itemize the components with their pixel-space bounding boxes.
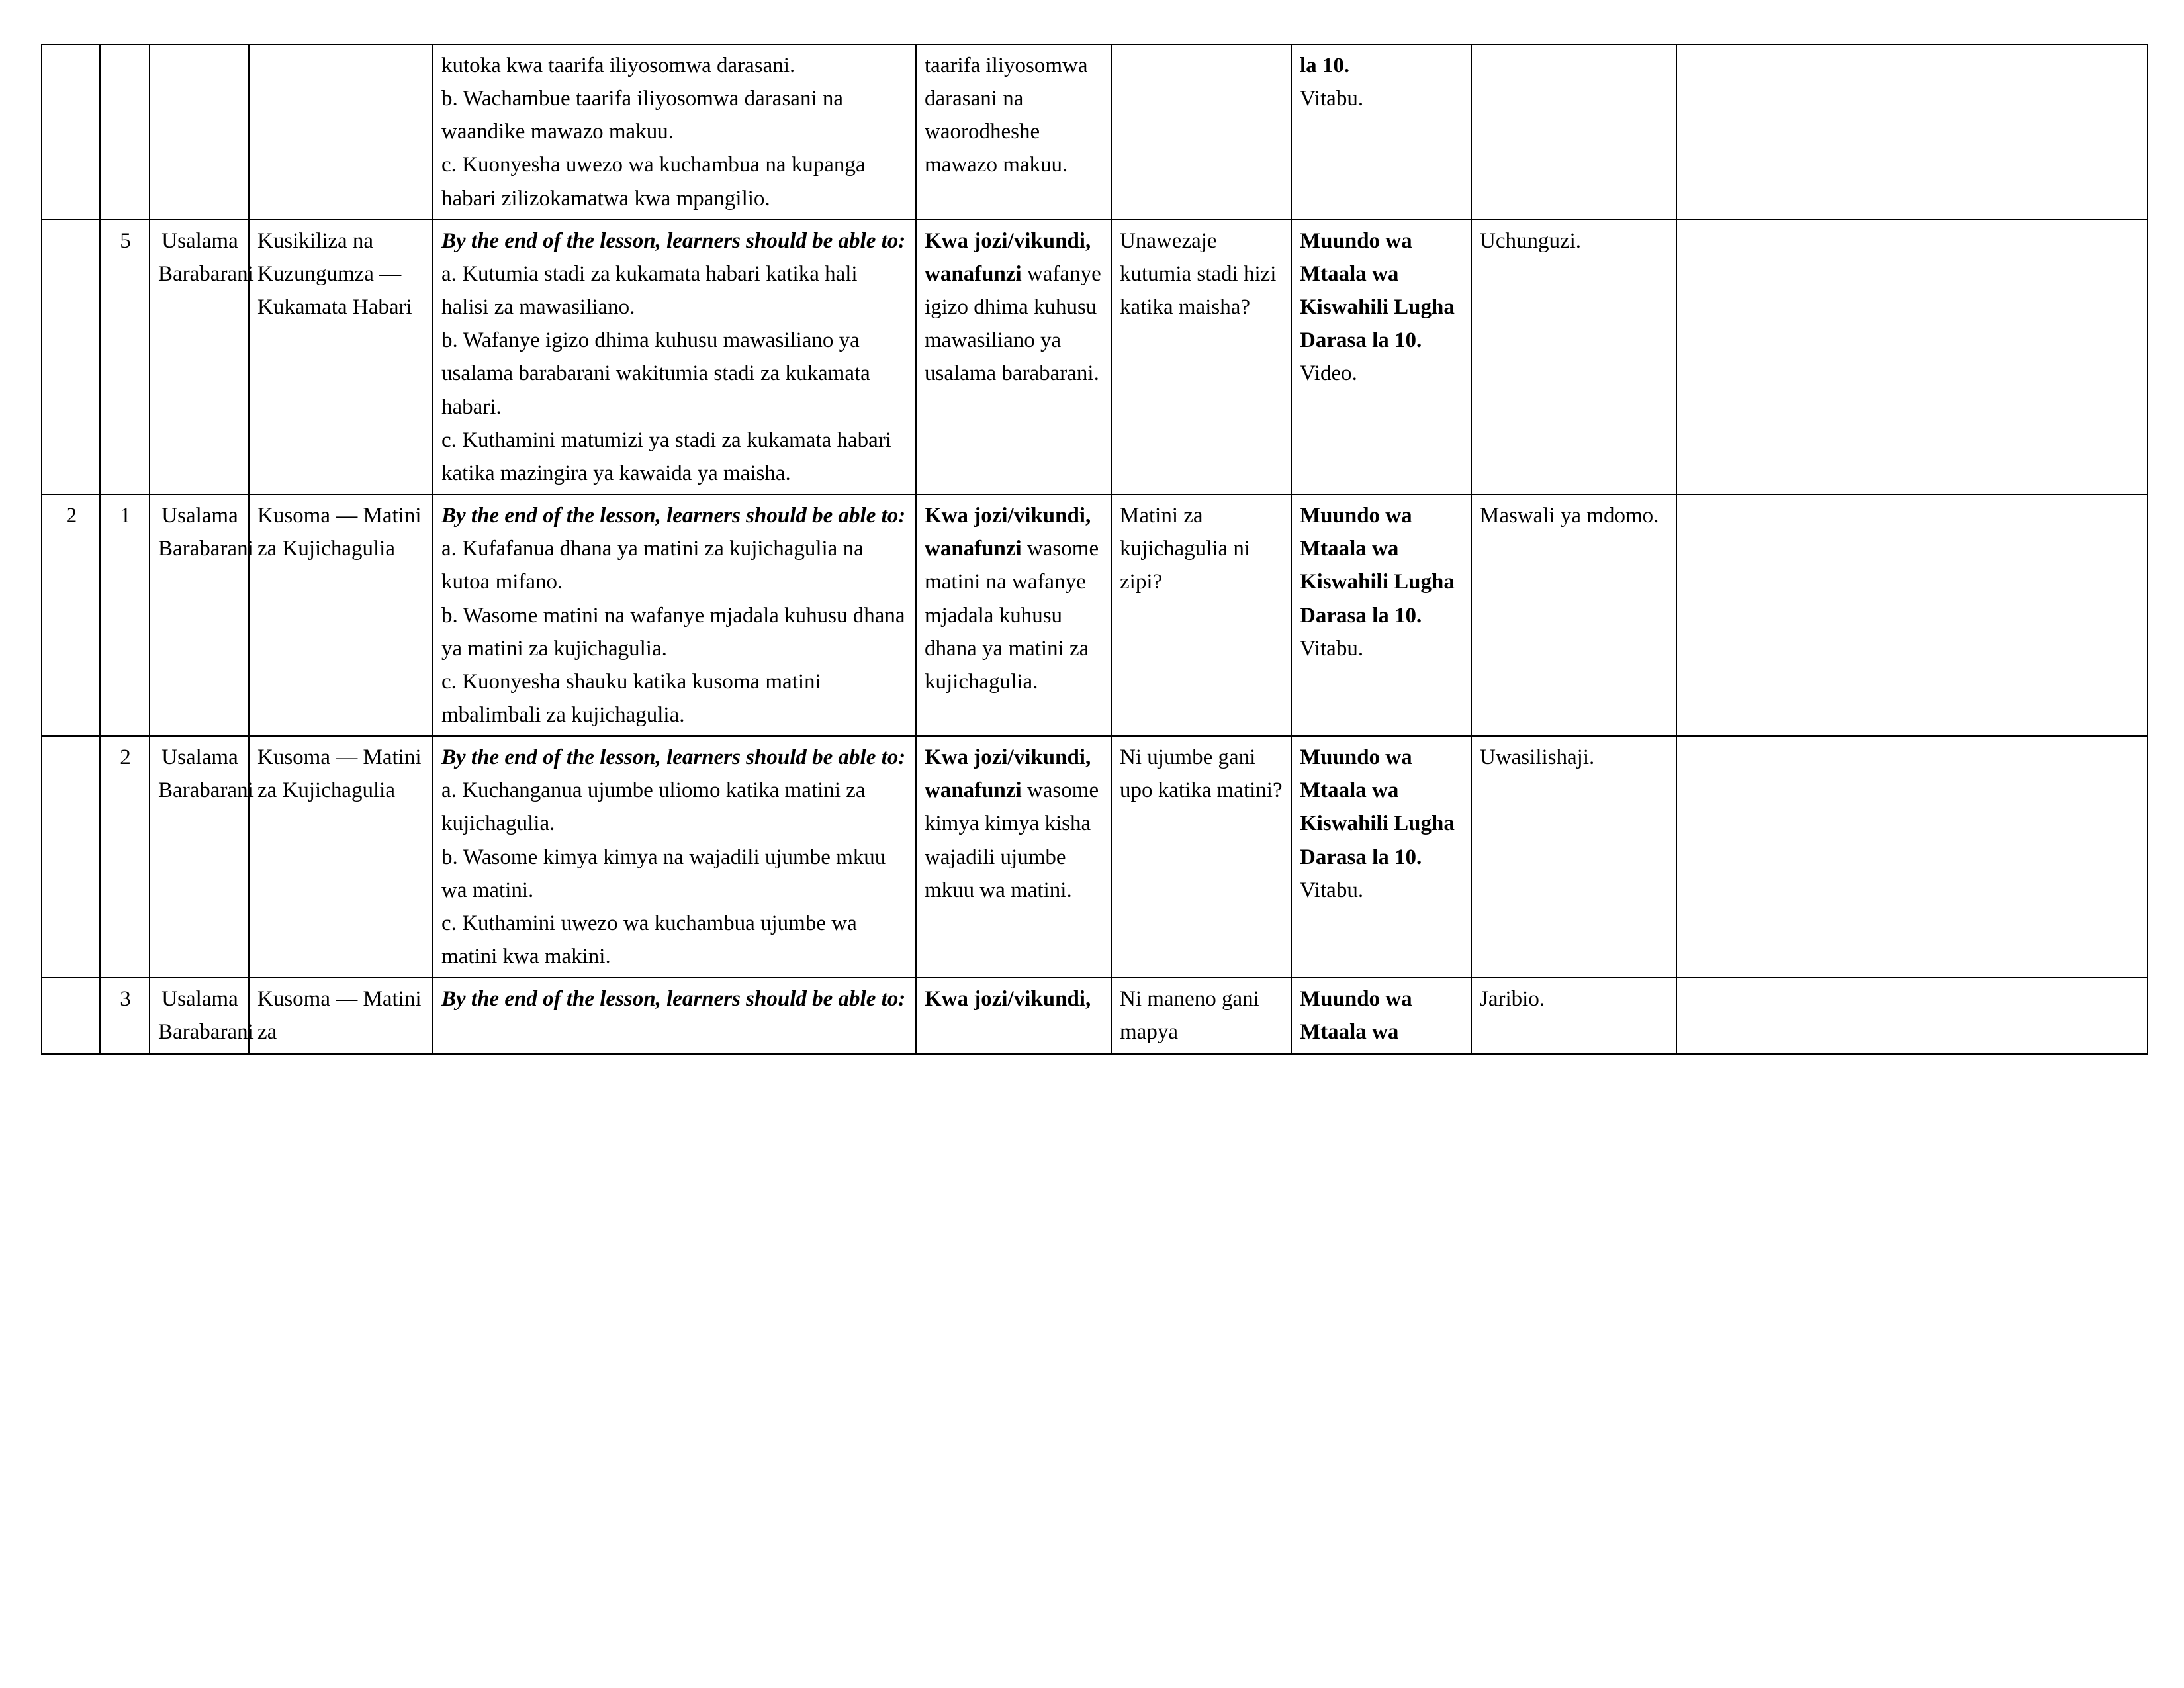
cell-inquiry-question: Ni maneno gani mapya [1111, 978, 1291, 1053]
table-row [42, 978, 2148, 1053]
cell-assessment: Maswali ya mdomo. [1471, 494, 1676, 736]
resource-extra: Vitabu. [1300, 87, 1364, 111]
outcome-a: kutoka kwa taarifa iliyosomwa darasani. [441, 54, 796, 77]
learning-lead: Kwa jozi/vikundi, wanafunzi [925, 745, 1091, 803]
cell-assessment: Jaribio. [1471, 978, 1676, 1053]
cell-lesson [100, 44, 150, 220]
resource-title: Muundo wa Mtaala wa Kiswahili Lugha Darasa la 10. [1300, 504, 1455, 628]
cell-lesson: 3 [100, 978, 150, 1053]
cell-strand [150, 44, 249, 220]
cell-week: 2 [42, 494, 100, 736]
cell-week [42, 220, 100, 494]
cell-reflection [1676, 978, 2148, 1053]
cell-learning-experiences [916, 220, 1111, 494]
outcomes-heading: By the end of the lesson, learners should be able to: [441, 228, 906, 253]
table-row [42, 220, 2148, 494]
cell-assessment: Uwasilishaji. [1471, 736, 1676, 978]
cell-learning-outcomes [433, 978, 916, 1053]
cell-learning-outcomes [433, 220, 916, 494]
cell-learning-experiences [916, 978, 1111, 1053]
cell-inquiry-question: Unawezaje kutumia stadi hizi katika maisha? [1111, 220, 1291, 494]
cell-learning-experiences [916, 44, 1111, 220]
learning-rest: wasome kimya kimya kisha wajadili ujumbe mkuu wa matini. [925, 778, 1099, 902]
learning-rest: wafanye igizo dhima kuhusu mawasiliano ya usalama barabarani. [925, 261, 1101, 386]
cell-reflection [1676, 220, 2148, 494]
outcome-b: b. Wachambue taarifa iliyosomwa darasani na waandike mawazo makuu. [441, 87, 844, 144]
cell-lesson: 2 [100, 736, 150, 978]
learning-rest: taarifa iliyosomwa darasani na waorodheshe mawazo makuu. [925, 54, 1088, 177]
outcome-b: b. Wasome kimya kimya na wajadili ujumbe mkuu wa matini. [441, 845, 886, 902]
cell-learning-resources [1291, 44, 1471, 220]
cell-lesson: 1 [100, 494, 150, 736]
learning-lead: Kwa jozi/vikundi, wanafunzi [925, 228, 1091, 286]
outcome-c: c. Kuonyesha shauku katika kusoma matini mbalimbali za kujichagulia. [441, 669, 821, 727]
table-row [42, 44, 2148, 220]
resource-title: la 10. [1300, 54, 1350, 77]
table-row [42, 494, 2148, 736]
cell-week [42, 44, 100, 220]
resource-extra: Vitabu. [1300, 636, 1364, 661]
outcomes-heading: By the end of the lesson, learners should be able to: [441, 987, 906, 1011]
outcomes-heading: By the end of the lesson, learners should be able to: [441, 504, 906, 528]
cell-substrand: Kusikiliza na Kuzungumza — Kukamata Habari [249, 220, 433, 494]
cell-strand: Usalama Barabarani [150, 220, 249, 494]
outcome-a: a. Kutumia stadi za kukamata habari katika hali halisi za mawasiliano. [441, 261, 858, 320]
resource-extra: Video. [1300, 361, 1357, 386]
resource-extra: Vitabu. [1300, 878, 1364, 902]
resource-title: Muundo wa Mtaala wa Kiswahili Lugha Darasa la 10. [1300, 228, 1455, 353]
cell-reflection [1676, 44, 2148, 220]
scheme-of-work-table [41, 44, 2148, 1055]
cell-lesson: 5 [100, 220, 150, 494]
cell-substrand: Kusoma — Matini za Kujichagulia [249, 736, 433, 978]
cell-inquiry-question: Matini za kujichagulia ni zipi? [1111, 494, 1291, 736]
cell-inquiry-question [1111, 44, 1291, 220]
cell-learning-outcomes [433, 44, 916, 220]
outcome-a: a. Kufafanua dhana ya matini za kujichagulia na kutoa mifano. [441, 537, 864, 594]
cell-substrand [249, 44, 433, 220]
outcome-c: c. Kuonyesha uwezo wa kuchambua na kupanga habari zilizokamatwa kwa mpangilio. [441, 153, 866, 211]
cell-week [42, 978, 100, 1053]
cell-inquiry-question: Ni ujumbe gani upo katika matini? [1111, 736, 1291, 978]
cell-learning-experiences [916, 736, 1111, 978]
cell-learning-resources [1291, 978, 1471, 1053]
resource-title: Muundo wa Mtaala wa [1300, 987, 1412, 1045]
cell-week [42, 736, 100, 978]
cell-assessment: Uchunguzi. [1471, 220, 1676, 494]
cell-substrand: Kusoma — Matini za [249, 978, 433, 1053]
cell-assessment [1471, 44, 1676, 220]
cell-substrand: Kusoma — Matini za Kujichagulia [249, 494, 433, 736]
cell-learning-resources [1291, 494, 1471, 736]
cell-learning-outcomes [433, 494, 916, 736]
outcomes-heading: By the end of the lesson, learners should be able to: [441, 745, 906, 770]
cell-strand: Usalama Barabarani [150, 978, 249, 1053]
cell-reflection [1676, 736, 2148, 978]
learning-lead: Kwa jozi/vikundi, [925, 987, 1091, 1011]
outcome-c: c. Kuthamini uwezo wa kuchambua ujumbe wa matini kwa makini. [441, 911, 857, 969]
outcome-b: b. Wasome matini na wafanye mjadala kuhusu dhana ya matini za kujichagulia. [441, 603, 905, 661]
cell-strand: Usalama Barabarani [150, 494, 249, 736]
outcome-a: a. Kuchanganua ujumbe uliomo katika matini za kujichagulia. [441, 778, 866, 836]
cell-strand: Usalama Barabarani [150, 736, 249, 978]
outcome-b: b. Wafanye igizo dhima kuhusu mawasiliano ya usalama barabarani wakitumia stadi za kukamata habari. [441, 328, 870, 419]
cell-learning-resources [1291, 736, 1471, 978]
table-row [42, 736, 2148, 978]
cell-learning-experiences [916, 494, 1111, 736]
outcome-c: c. Kuthamini matumizi ya stadi za kukamata habari katika mazingira ya kawaida ya maisha. [441, 428, 891, 485]
resource-title: Muundo wa Mtaala wa Kiswahili Lugha Darasa la 10. [1300, 745, 1455, 869]
cell-learning-resources [1291, 220, 1471, 494]
cell-learning-outcomes [433, 736, 916, 978]
learning-lead: Kwa jozi/vikundi, wanafunzi [925, 504, 1091, 561]
learning-rest: wasome matini na wafanye mjadala kuhusu dhana ya matini za kujichagulia. [925, 537, 1099, 694]
cell-reflection [1676, 494, 2148, 736]
